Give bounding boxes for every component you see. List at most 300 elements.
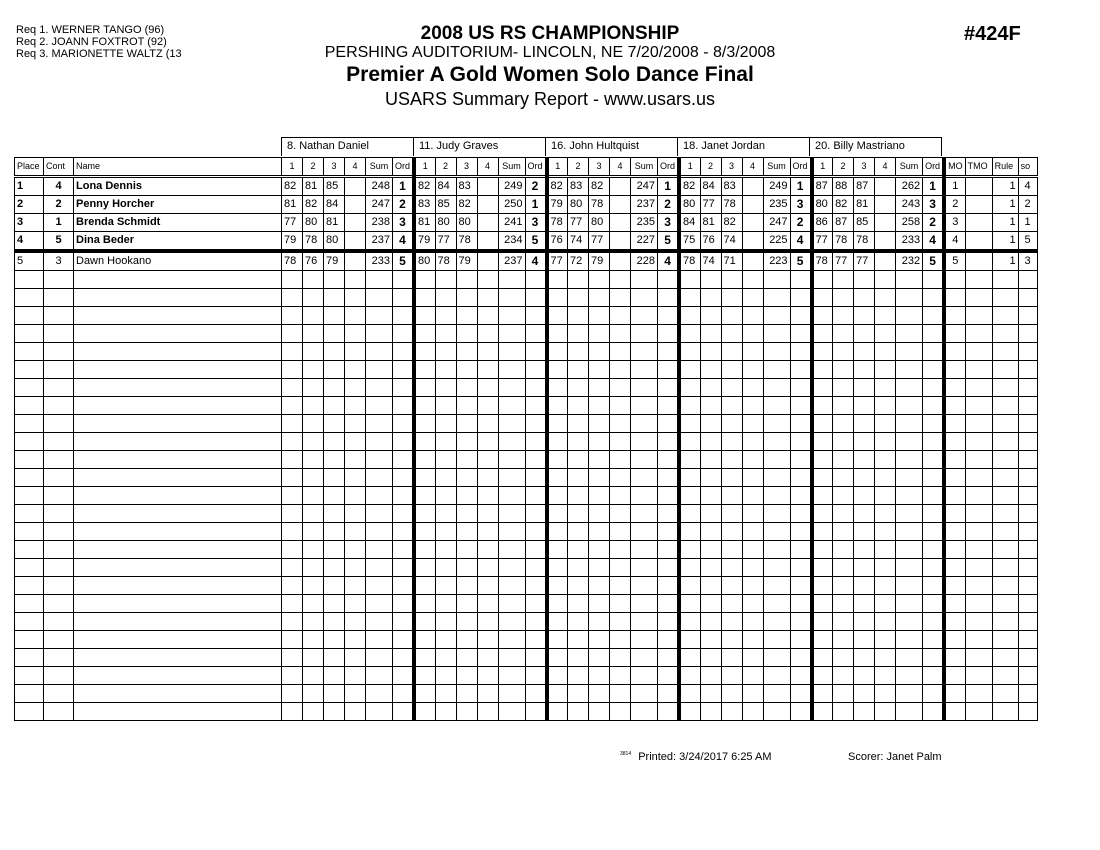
empty-cell [700, 487, 721, 505]
score: 75 [679, 232, 700, 252]
empty-cell [721, 613, 742, 631]
col-header-score: 2 [833, 158, 854, 177]
empty-cell [15, 289, 44, 307]
score: 85 [324, 177, 345, 196]
score [477, 251, 498, 271]
score [345, 196, 366, 214]
majority-ordinal: 5 [944, 251, 965, 271]
empty-cell [568, 595, 589, 613]
empty-cell [282, 541, 303, 559]
skate-order: 4 [1018, 177, 1037, 196]
empty-cell [525, 559, 547, 577]
score: 77 [700, 196, 721, 214]
empty-cell [742, 631, 763, 649]
empty-cell [568, 505, 589, 523]
empty-cell [589, 649, 610, 667]
empty-cell [547, 469, 568, 487]
empty-cell [790, 397, 812, 415]
empty-cell [525, 577, 547, 595]
empty-cell [700, 595, 721, 613]
empty-cell [393, 307, 415, 325]
empty-cell [498, 361, 525, 379]
empty-row [15, 361, 1038, 379]
empty-row [15, 577, 1038, 595]
request-3: Req 3. MARIONETTE WALTZ (13 [16, 48, 182, 60]
empty-cell [498, 559, 525, 577]
score: 78 [721, 196, 742, 214]
score [875, 196, 896, 214]
empty-cell [547, 379, 568, 397]
empty-cell [721, 541, 742, 559]
empty-cell [414, 307, 435, 325]
empty-cell [679, 667, 700, 685]
empty-cell [589, 685, 610, 703]
empty-cell [812, 577, 833, 595]
ordinal: 4 [923, 232, 945, 252]
empty-cell [44, 631, 74, 649]
score: 81 [303, 177, 324, 196]
empty-cell [679, 541, 700, 559]
empty-cell [456, 433, 477, 451]
score [742, 177, 763, 196]
empty-cell [525, 307, 547, 325]
empty-cell [763, 505, 790, 523]
col-header-sum: Sum [896, 158, 923, 177]
empty-cell [498, 487, 525, 505]
empty-cell [679, 577, 700, 595]
empty-cell [547, 487, 568, 505]
empty-cell [15, 631, 44, 649]
empty-cell [15, 469, 44, 487]
empty-cell [589, 667, 610, 685]
empty-cell [610, 433, 631, 451]
empty-cell [610, 505, 631, 523]
empty-row [15, 685, 1038, 703]
empty-cell [679, 469, 700, 487]
empty-cell [303, 343, 324, 361]
empty-cell [875, 685, 896, 703]
empty-cell [456, 379, 477, 397]
empty-cell [658, 487, 680, 505]
empty-cell [992, 559, 1018, 577]
score: 81 [324, 214, 345, 232]
empty-cell [944, 703, 965, 721]
rule: 1 [992, 196, 1018, 214]
score: 82 [721, 214, 742, 232]
empty-cell [1018, 613, 1037, 631]
empty-cell [679, 433, 700, 451]
empty-cell [1018, 397, 1037, 415]
empty-cell [875, 523, 896, 541]
empty-cell [610, 667, 631, 685]
empty-cell [923, 703, 945, 721]
empty-cell [742, 541, 763, 559]
empty-cell [833, 361, 854, 379]
empty-cell [366, 631, 393, 649]
score: 79 [456, 251, 477, 271]
empty-cell [303, 595, 324, 613]
empty-cell [896, 289, 923, 307]
empty-cell [812, 433, 833, 451]
score: 78 [589, 196, 610, 214]
empty-cell [631, 361, 658, 379]
empty-cell [498, 577, 525, 595]
empty-cell [700, 649, 721, 667]
empty-cell [833, 595, 854, 613]
empty-cell [303, 397, 324, 415]
empty-cell [525, 433, 547, 451]
empty-cell [875, 289, 896, 307]
empty-cell [658, 577, 680, 595]
empty-cell [366, 451, 393, 469]
column-header-row [15, 158, 1038, 177]
score: 82 [414, 177, 435, 196]
ordinal: 5 [393, 251, 415, 271]
empty-cell [414, 667, 435, 685]
empty-cell [547, 415, 568, 433]
empty-cell [498, 397, 525, 415]
empty-cell [992, 433, 1018, 451]
score: 81 [282, 196, 303, 214]
empty-cell [456, 343, 477, 361]
empty-cell [854, 613, 875, 631]
score: 85 [854, 214, 875, 232]
empty-cell [610, 325, 631, 343]
empty-cell [610, 559, 631, 577]
empty-cell [763, 307, 790, 325]
score [875, 232, 896, 252]
empty-cell [15, 379, 44, 397]
empty-cell [812, 307, 833, 325]
empty-cell [15, 559, 44, 577]
col-header-score: 4 [875, 158, 896, 177]
score: 82 [456, 196, 477, 214]
empty-cell [589, 271, 610, 289]
score [610, 232, 631, 252]
score: 76 [547, 232, 568, 252]
empty-cell [854, 523, 875, 541]
venue-dates: PERSHING AUDITORIUM- LINCOLN, NE 7/20/2008 - 8/3/2008 [324, 44, 776, 61]
empty-cell [477, 559, 498, 577]
col-header-score: 4 [742, 158, 763, 177]
place: 5 [15, 251, 44, 271]
empty-row [15, 307, 1038, 325]
empty-cell [324, 361, 345, 379]
empty-cell [345, 415, 366, 433]
empty-cell [15, 307, 44, 325]
empty-cell [965, 631, 992, 649]
event-title: Premier A Gold Women Solo Dance Final [346, 63, 754, 86]
empty-cell [742, 379, 763, 397]
empty-cell [700, 505, 721, 523]
empty-cell [658, 361, 680, 379]
empty-cell [547, 703, 568, 721]
total-majority-ordinal [965, 251, 992, 271]
empty-cell [721, 379, 742, 397]
rule: 1 [992, 232, 1018, 252]
empty-cell [568, 631, 589, 649]
empty-cell [303, 559, 324, 577]
empty-cell [345, 613, 366, 631]
empty-cell [303, 649, 324, 667]
judge-header: 20. Billy Mastriano [809, 137, 942, 156]
empty-cell [812, 523, 833, 541]
empty-cell [875, 559, 896, 577]
empty-cell [790, 379, 812, 397]
empty-cell [833, 505, 854, 523]
empty-cell [944, 685, 965, 703]
score-sum: 235 [631, 214, 658, 232]
empty-cell [658, 523, 680, 541]
empty-cell [589, 361, 610, 379]
empty-cell [992, 613, 1018, 631]
empty-cell [282, 325, 303, 343]
score: 84 [700, 177, 721, 196]
empty-cell [525, 631, 547, 649]
score: 77 [833, 251, 854, 271]
score: 77 [435, 232, 456, 252]
empty-cell [568, 559, 589, 577]
empty-cell [742, 703, 763, 721]
empty-cell [896, 505, 923, 523]
empty-cell [456, 559, 477, 577]
empty-cell [854, 577, 875, 595]
empty-cell [742, 343, 763, 361]
empty-cell [456, 271, 477, 289]
empty-cell [74, 523, 282, 541]
empty-cell [324, 613, 345, 631]
empty-cell [589, 289, 610, 307]
empty-cell [631, 271, 658, 289]
empty-cell [303, 433, 324, 451]
empty-cell [74, 343, 282, 361]
empty-cell [568, 523, 589, 541]
empty-cell [282, 289, 303, 307]
empty-row [15, 271, 1038, 289]
empty-cell [965, 415, 992, 433]
empty-cell [631, 541, 658, 559]
empty-cell [631, 559, 658, 577]
empty-row [15, 649, 1038, 667]
empty-cell [324, 433, 345, 451]
rule: 1 [992, 251, 1018, 271]
empty-cell [568, 577, 589, 595]
score: 77 [812, 232, 833, 252]
empty-cell [992, 595, 1018, 613]
empty-cell [742, 595, 763, 613]
empty-cell [74, 271, 282, 289]
empty-cell [700, 271, 721, 289]
empty-cell [74, 487, 282, 505]
score-sum: 262 [896, 177, 923, 196]
empty-cell [525, 469, 547, 487]
empty-cell [812, 415, 833, 433]
empty-cell [15, 523, 44, 541]
empty-cell [992, 361, 1018, 379]
empty-cell [1018, 523, 1037, 541]
empty-cell [414, 415, 435, 433]
score: 83 [414, 196, 435, 214]
empty-cell [74, 451, 282, 469]
empty-cell [790, 415, 812, 433]
score-sum: 237 [498, 251, 525, 271]
skate-order: 5 [1018, 232, 1037, 252]
empty-cell [435, 703, 456, 721]
col-header-ord: Ord [658, 158, 680, 177]
empty-cell [610, 487, 631, 505]
empty-cell [456, 469, 477, 487]
rule: 1 [992, 214, 1018, 232]
empty-cell [547, 595, 568, 613]
judge-header: 18. Janet Jordan [677, 137, 810, 156]
score [742, 196, 763, 214]
empty-cell [589, 595, 610, 613]
empty-cell [944, 541, 965, 559]
empty-cell [393, 415, 415, 433]
empty-cell [742, 523, 763, 541]
empty-cell [477, 523, 498, 541]
empty-cell [875, 469, 896, 487]
empty-cell [875, 649, 896, 667]
score-sum: 249 [498, 177, 525, 196]
empty-cell [610, 343, 631, 361]
empty-cell [498, 469, 525, 487]
empty-cell [525, 595, 547, 613]
score: 79 [589, 251, 610, 271]
empty-cell [742, 505, 763, 523]
ordinal: 2 [393, 196, 415, 214]
empty-cell [345, 487, 366, 505]
empty-cell [435, 271, 456, 289]
empty-cell [366, 667, 393, 685]
empty-cell [721, 415, 742, 433]
empty-cell [525, 487, 547, 505]
empty-cell [324, 685, 345, 703]
empty-cell [74, 631, 282, 649]
empty-cell [498, 613, 525, 631]
empty-cell [854, 325, 875, 343]
score [345, 232, 366, 252]
empty-cell [366, 559, 393, 577]
empty-cell [498, 685, 525, 703]
col-header-score: 1 [547, 158, 568, 177]
empty-cell [568, 685, 589, 703]
empty-cell [477, 343, 498, 361]
empty-cell [700, 667, 721, 685]
empty-cell [944, 613, 965, 631]
empty-cell [763, 289, 790, 307]
empty-cell [393, 487, 415, 505]
empty-cell [833, 703, 854, 721]
score-sum: 241 [498, 214, 525, 232]
empty-cell [679, 595, 700, 613]
empty-cell [833, 577, 854, 595]
score-sum: 237 [631, 196, 658, 214]
judge-header: 8. Nathan Daniel [281, 137, 414, 156]
empty-cell [631, 703, 658, 721]
score-sum: 225 [763, 232, 790, 252]
empty-cell [896, 307, 923, 325]
empty-cell [547, 307, 568, 325]
empty-cell [477, 613, 498, 631]
empty-cell [700, 469, 721, 487]
scorer: Scorer: Janet Palm [848, 751, 942, 763]
empty-cell [498, 631, 525, 649]
empty-cell [631, 523, 658, 541]
score: 80 [812, 196, 833, 214]
empty-cell [992, 343, 1018, 361]
empty-cell [568, 397, 589, 415]
col-header-score: 1 [414, 158, 435, 177]
empty-cell [896, 361, 923, 379]
empty-row [15, 631, 1038, 649]
empty-cell [721, 307, 742, 325]
empty-cell [833, 559, 854, 577]
empty-cell [525, 271, 547, 289]
empty-cell [414, 505, 435, 523]
empty-cell [854, 271, 875, 289]
empty-cell [414, 631, 435, 649]
empty-cell [944, 505, 965, 523]
empty-cell [790, 631, 812, 649]
empty-cell [992, 577, 1018, 595]
empty-cell [610, 271, 631, 289]
empty-cell [345, 361, 366, 379]
empty-cell [658, 451, 680, 469]
empty-cell [324, 415, 345, 433]
score [477, 214, 498, 232]
empty-cell [393, 613, 415, 631]
empty-cell [74, 613, 282, 631]
empty-cell [700, 631, 721, 649]
empty-cell [658, 559, 680, 577]
score: 79 [282, 232, 303, 252]
empty-cell [456, 685, 477, 703]
empty-cell [896, 703, 923, 721]
empty-cell [282, 685, 303, 703]
empty-cell [568, 667, 589, 685]
score: 81 [854, 196, 875, 214]
empty-cell [568, 613, 589, 631]
empty-cell [944, 451, 965, 469]
score: 77 [547, 251, 568, 271]
empty-cell [568, 289, 589, 307]
empty-cell [324, 325, 345, 343]
empty-cell [742, 361, 763, 379]
empty-cell [589, 487, 610, 505]
empty-cell [896, 325, 923, 343]
ordinal: 3 [658, 214, 680, 232]
empty-cell [477, 469, 498, 487]
empty-cell [303, 307, 324, 325]
empty-cell [74, 685, 282, 703]
empty-cell [345, 325, 366, 343]
empty-cell [700, 451, 721, 469]
empty-cell [1018, 703, 1037, 721]
empty-cell [414, 433, 435, 451]
empty-cell [763, 631, 790, 649]
empty-cell [44, 343, 74, 361]
empty-cell [854, 469, 875, 487]
empty-cell [477, 649, 498, 667]
empty-cell [568, 541, 589, 559]
empty-cell [366, 595, 393, 613]
empty-cell [366, 433, 393, 451]
empty-cell [324, 541, 345, 559]
empty-cell [742, 271, 763, 289]
empty-cell [345, 271, 366, 289]
empty-cell [610, 577, 631, 595]
